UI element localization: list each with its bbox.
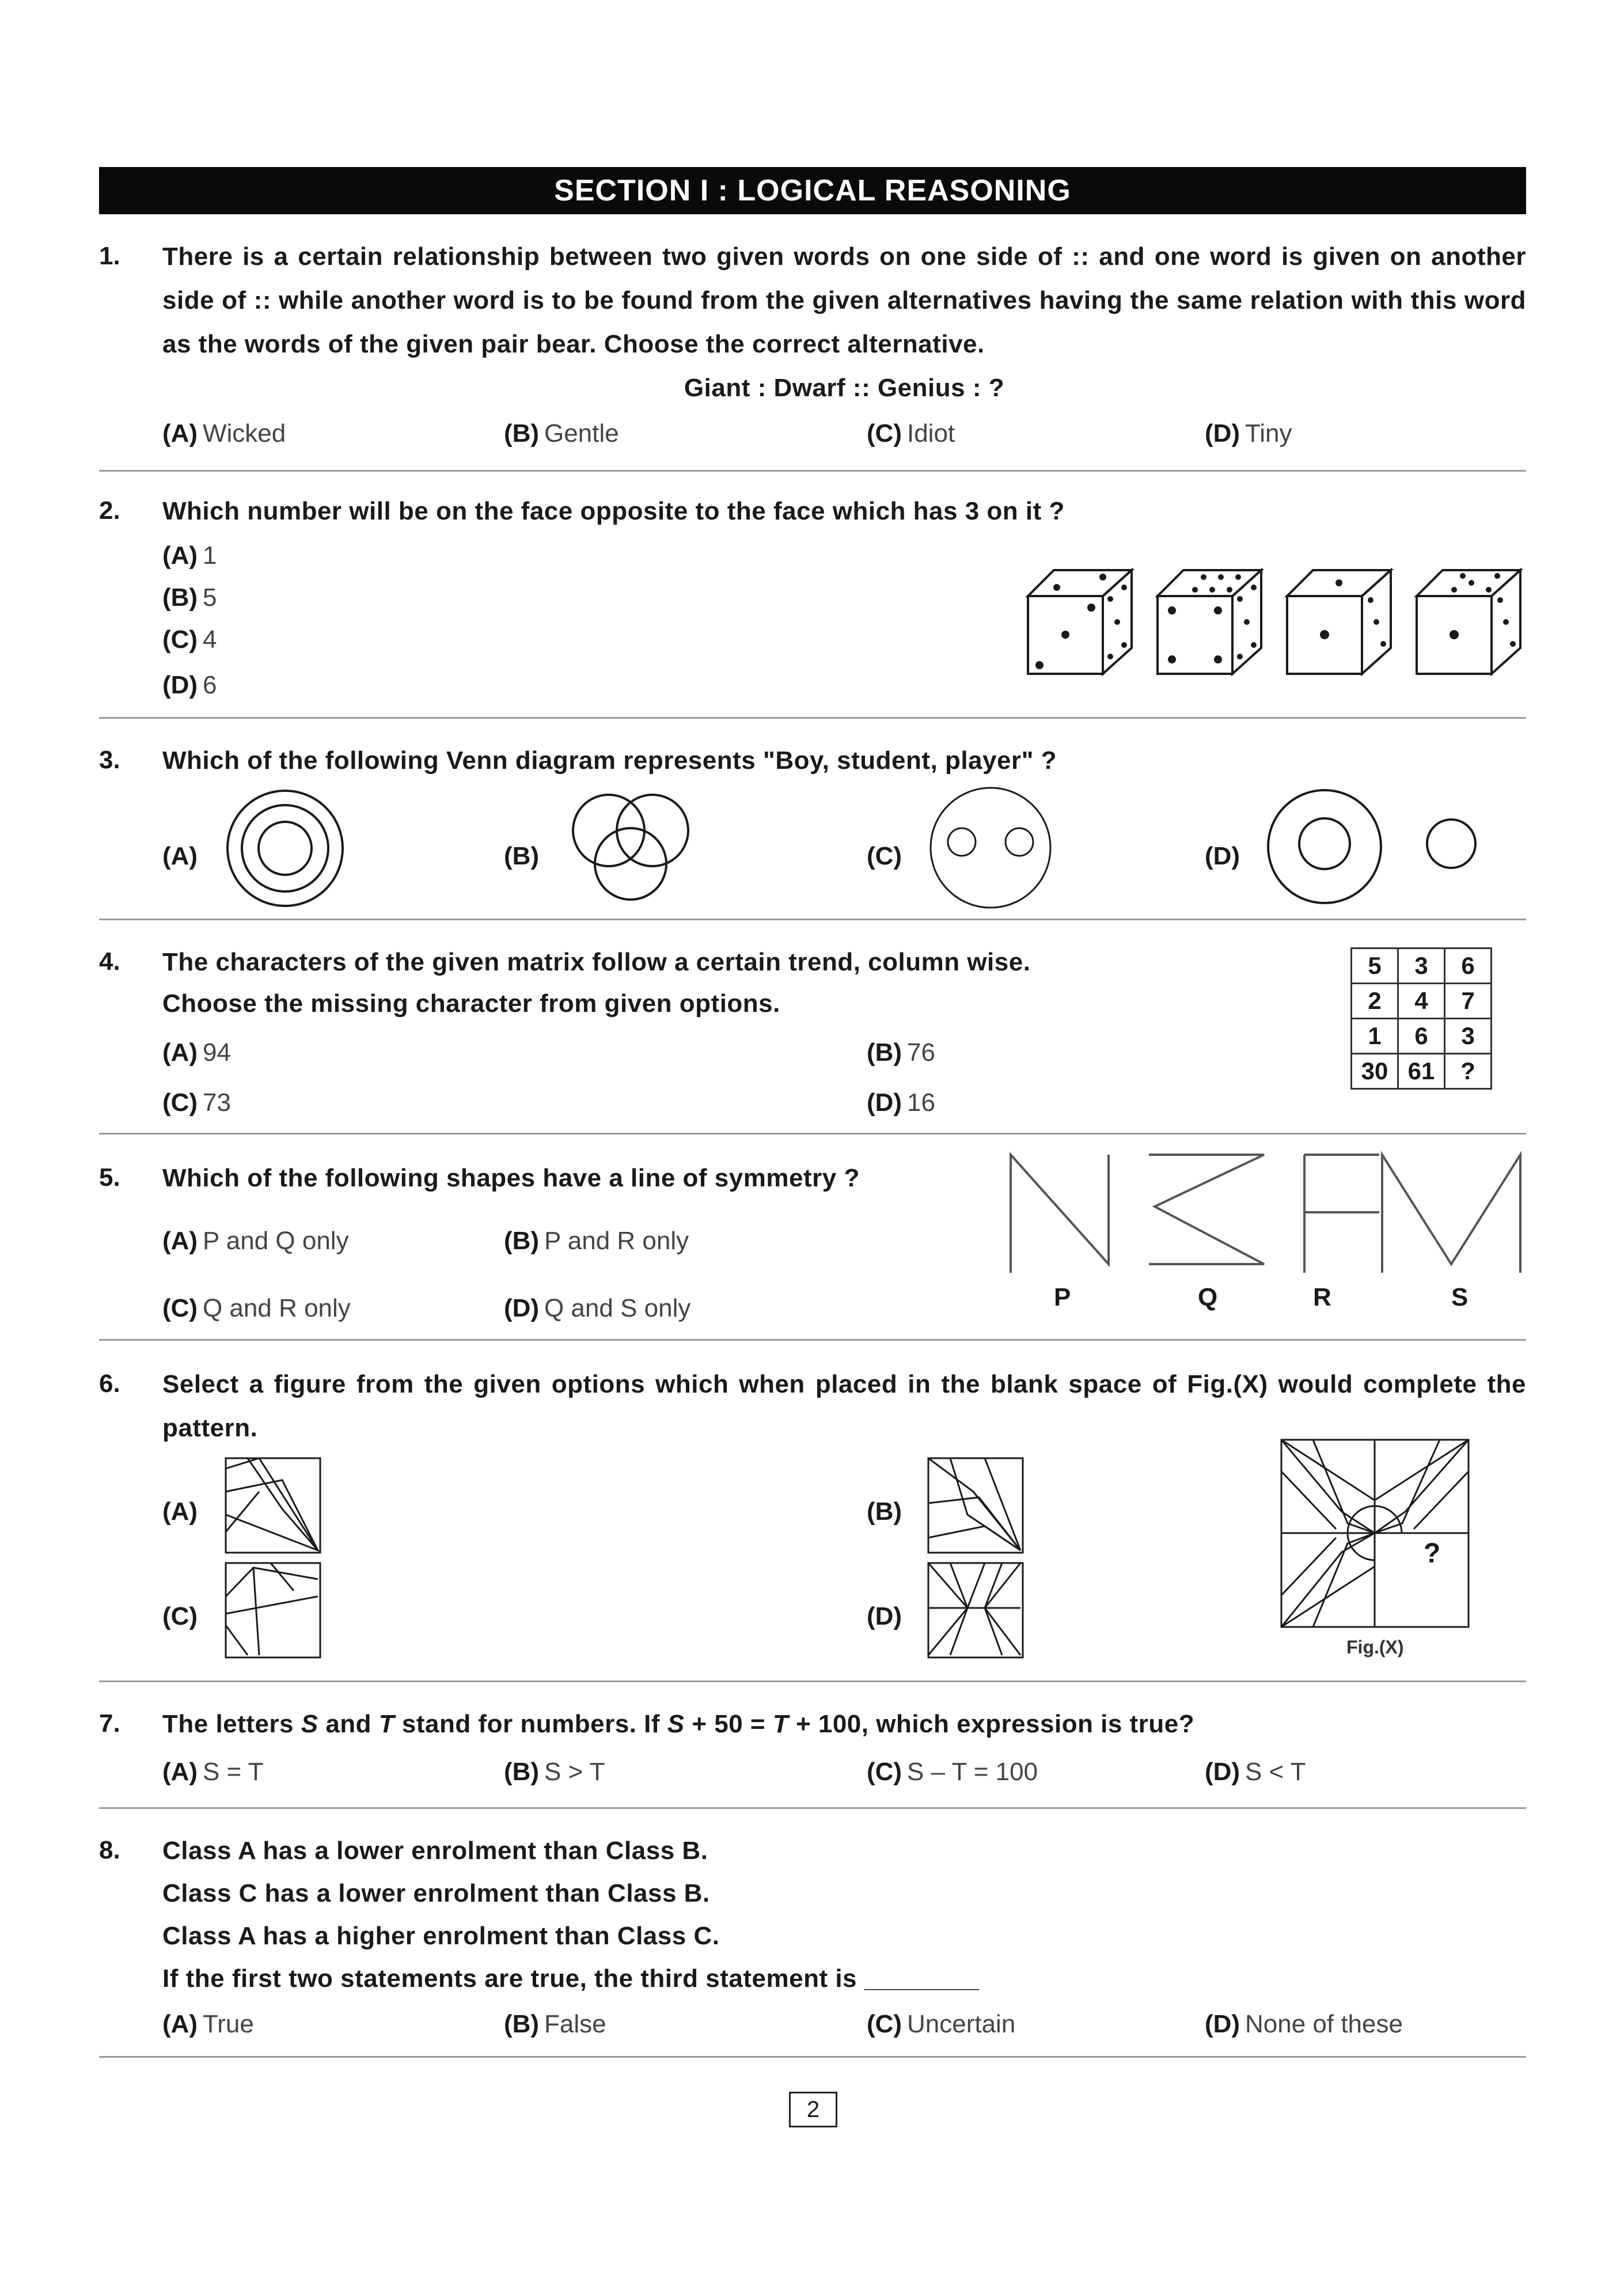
matrix-cell: 4 (1398, 984, 1445, 1019)
option-label: (A) (162, 2010, 198, 2038)
option-label: (B) (504, 1227, 540, 1255)
option-label: (D) (504, 1294, 540, 1322)
shape-q (1149, 1155, 1264, 1264)
shape-label-s: S (1451, 1283, 1469, 1311)
shape-s (1382, 1155, 1520, 1273)
text-segment: stand for numbers. If (394, 1710, 667, 1738)
q4-option-a[interactable] (162, 1038, 231, 1067)
matrix-cell: 3 (1398, 949, 1445, 984)
divider (99, 919, 1526, 920)
question-3-text: Which of the following Venn diagram represents "Boy, student, player" ? (162, 746, 1057, 775)
q1-option-d[interactable] (1205, 419, 1292, 448)
option-text: Uncertain (906, 2010, 1016, 2038)
option-label: (D) (867, 1088, 902, 1117)
q4-option-c[interactable] (162, 1088, 231, 1117)
q4-option-b[interactable] (867, 1038, 935, 1067)
option-label: (B) (504, 419, 540, 447)
q6-option-c[interactable]: (C) (162, 1602, 198, 1630)
text-segment: The letters (162, 1710, 301, 1738)
q3-option-b[interactable]: (B) (504, 842, 540, 870)
question-3-number: 3. (99, 746, 120, 774)
matrix-cell: 2 (1352, 984, 1398, 1019)
divider (99, 1807, 1526, 1809)
question-2-number: 2. (99, 496, 120, 525)
blank-question-mark: ? (1424, 1538, 1441, 1569)
option-text: P and Q only (202, 1227, 349, 1255)
number-matrix (1350, 947, 1492, 1090)
matrix-cell: 30 (1352, 1054, 1398, 1089)
option-text: False (544, 2010, 606, 2038)
option-text: Gentle (544, 419, 619, 447)
symmetry-shapes (1005, 1149, 1529, 1276)
divider (99, 2056, 1526, 2058)
option-text: S = T (202, 1758, 264, 1786)
divider (99, 1133, 1526, 1135)
divider (99, 717, 1526, 719)
q7-option-c[interactable] (867, 1758, 1038, 1786)
question-8-prompt: If the first two statements are true, the third statement is ________ (162, 1964, 980, 1993)
q1-option-a[interactable] (162, 419, 286, 448)
q3-option-a[interactable]: (A) (162, 842, 198, 870)
q8-option-d[interactable] (1205, 2010, 1403, 2039)
option-label: (A) (162, 1227, 198, 1255)
question-4-number: 4. (99, 947, 120, 976)
pattern-option-a (225, 1457, 322, 1555)
option-text: 76 (906, 1038, 935, 1067)
option-label: (C) (867, 419, 902, 447)
option-text: 16 (906, 1088, 935, 1117)
question-8-number: 8. (99, 1836, 120, 1864)
shape-label-r: R (1313, 1283, 1331, 1311)
question-4-text-line2: Choose the missing character from given options. (162, 989, 780, 1018)
option-text: Q and S only (544, 1294, 691, 1322)
q6-option-d[interactable]: (D) (867, 1602, 902, 1630)
option-label: (B) (504, 1758, 540, 1786)
option-text: Idiot (906, 419, 955, 447)
option-label: (D) (162, 671, 198, 699)
option-text: S > T (544, 1758, 605, 1786)
option-label: (C) (867, 1758, 902, 1786)
option-label: (C) (162, 1294, 198, 1322)
shape-label-p: P (1054, 1283, 1071, 1311)
question-7-text (162, 1702, 1194, 1746)
divider (99, 1681, 1526, 1682)
q6-option-b[interactable]: (B) (867, 1497, 902, 1526)
venn-option-a (225, 788, 346, 909)
option-label: (D) (1205, 2010, 1240, 2038)
venn-option-d (1267, 786, 1497, 907)
q5-option-d[interactable] (504, 1294, 690, 1323)
shape-r (1304, 1155, 1379, 1273)
divider (99, 470, 1526, 472)
option-text: True (202, 2010, 254, 2038)
option-text: 94 (202, 1038, 231, 1067)
matrix-cell: 6 (1445, 949, 1492, 984)
question-1-number: 1. (99, 242, 120, 270)
section-header: SECTION I : LOGICAL REASONING (99, 167, 1526, 214)
q4-option-d[interactable] (867, 1088, 935, 1117)
option-label: (B) (162, 583, 198, 612)
q2-option-a[interactable] (162, 541, 217, 570)
shape-label-q: Q (1198, 1283, 1218, 1311)
pattern-figure-x (1278, 1437, 1474, 1633)
q7-option-d[interactable] (1205, 1758, 1306, 1786)
matrix-cell: 61 (1398, 1054, 1445, 1089)
option-text: P and R only (544, 1227, 689, 1255)
text-segment: + 50 = (684, 1710, 773, 1738)
divider (99, 1339, 1526, 1341)
option-text: 1 (202, 541, 217, 570)
option-label: (A) (162, 541, 198, 570)
option-label: (C) (162, 1088, 198, 1117)
option-text: Wicked (202, 419, 286, 447)
question-1-text: There is a certain relationship between two given words on one side of :: and one word is given on another side of :: while another word is to be found from the given alternatives having the same relation with this word as the words of the given pair bear. Choose the correct alternative. (162, 242, 1526, 358)
q8-option-b[interactable] (504, 2010, 606, 2039)
variable-s: S (667, 1710, 685, 1738)
venn-option-b (567, 789, 694, 904)
text-segment: and (318, 1710, 379, 1738)
q5-option-a[interactable] (162, 1227, 349, 1255)
q2-option-d[interactable] (162, 671, 217, 700)
q2-option-c[interactable] (162, 625, 217, 654)
option-label: (A) (162, 1038, 198, 1067)
option-text: S < T (1244, 1758, 1306, 1786)
option-label: (D) (1205, 419, 1240, 447)
q1-option-b[interactable] (504, 419, 619, 448)
option-text: None of these (1244, 2010, 1403, 2038)
q7-option-a[interactable] (162, 1758, 264, 1786)
variable-s: S (301, 1710, 318, 1738)
matrix-cell: 6 (1398, 1019, 1445, 1054)
q8-option-c[interactable] (867, 2010, 1015, 2039)
option-text: 73 (202, 1088, 231, 1117)
variable-t: T (378, 1710, 395, 1738)
question-5-number: 5. (99, 1163, 120, 1192)
question-1-analogy: Giant : Dwarf :: Genius : ? (684, 374, 1005, 402)
variable-t: T (772, 1710, 789, 1738)
option-label: (C) (867, 2010, 902, 2038)
q3-option-c[interactable]: (C) (867, 842, 902, 870)
matrix-cell: 7 (1445, 984, 1492, 1019)
matrix-cell: ? (1445, 1054, 1492, 1089)
q1-option-c[interactable] (867, 419, 955, 448)
question-8-statement-1: Class A has a lower enrolment than Class B. (162, 1837, 708, 1865)
option-label: (C) (162, 625, 198, 654)
q6-option-a[interactable]: (A) (162, 1497, 198, 1526)
dice-figure (1025, 564, 1532, 680)
option-text: Tiny (1244, 419, 1292, 447)
question-2-text: Which number will be on the face opposite to the face which has 3 on it ? (162, 497, 1065, 525)
pattern-option-d (927, 1562, 1025, 1660)
option-label: (D) (1205, 1758, 1240, 1786)
option-text: S – T = 100 (906, 1758, 1038, 1786)
question-8-statement-3: Class A has a higher enrolment than Class C. (162, 1922, 720, 1950)
option-label: (A) (162, 419, 198, 447)
pattern-option-c (225, 1562, 322, 1660)
q3-option-d[interactable]: (D) (1205, 842, 1240, 870)
option-text: Q and R only (202, 1294, 351, 1322)
question-6-text: Select a figure from the given options which when placed in the blank space of Fig.(X) would complete the pattern. (162, 1370, 1526, 1442)
page-number: 2 (789, 2092, 837, 2127)
option-label: (B) (504, 2010, 540, 2038)
option-text: 4 (202, 625, 217, 654)
venn-option-c (927, 784, 1054, 911)
question-8-statement-2: Class C has a lower enrolment than Class B. (162, 1879, 710, 1907)
shape-p (1011, 1155, 1109, 1273)
figure-caption: Fig.(X) (1346, 1637, 1404, 1657)
option-text: 5 (202, 583, 217, 612)
option-text: 6 (202, 671, 217, 699)
pattern-option-b (927, 1457, 1025, 1555)
q5-option-b[interactable] (504, 1227, 689, 1255)
question-6-number: 6. (99, 1370, 120, 1398)
q7-option-b[interactable] (504, 1758, 605, 1786)
question-7-number: 7. (99, 1709, 120, 1738)
option-label: (B) (867, 1038, 902, 1067)
matrix-cell: 1 (1352, 1019, 1398, 1054)
matrix-cell: 3 (1445, 1019, 1492, 1054)
q2-option-b[interactable] (162, 583, 217, 612)
text-segment: + 100, which expression is true? (788, 1710, 1195, 1738)
option-label: (A) (162, 1758, 198, 1786)
question-4-text-line1: The characters of the given matrix follow a certain trend, column wise. (162, 948, 1031, 976)
q8-option-a[interactable] (162, 2010, 254, 2039)
question-5-text: Which of the following shapes have a line of symmetry ? (162, 1164, 860, 1192)
q5-option-c[interactable] (162, 1294, 351, 1323)
matrix-cell: 5 (1352, 949, 1398, 984)
